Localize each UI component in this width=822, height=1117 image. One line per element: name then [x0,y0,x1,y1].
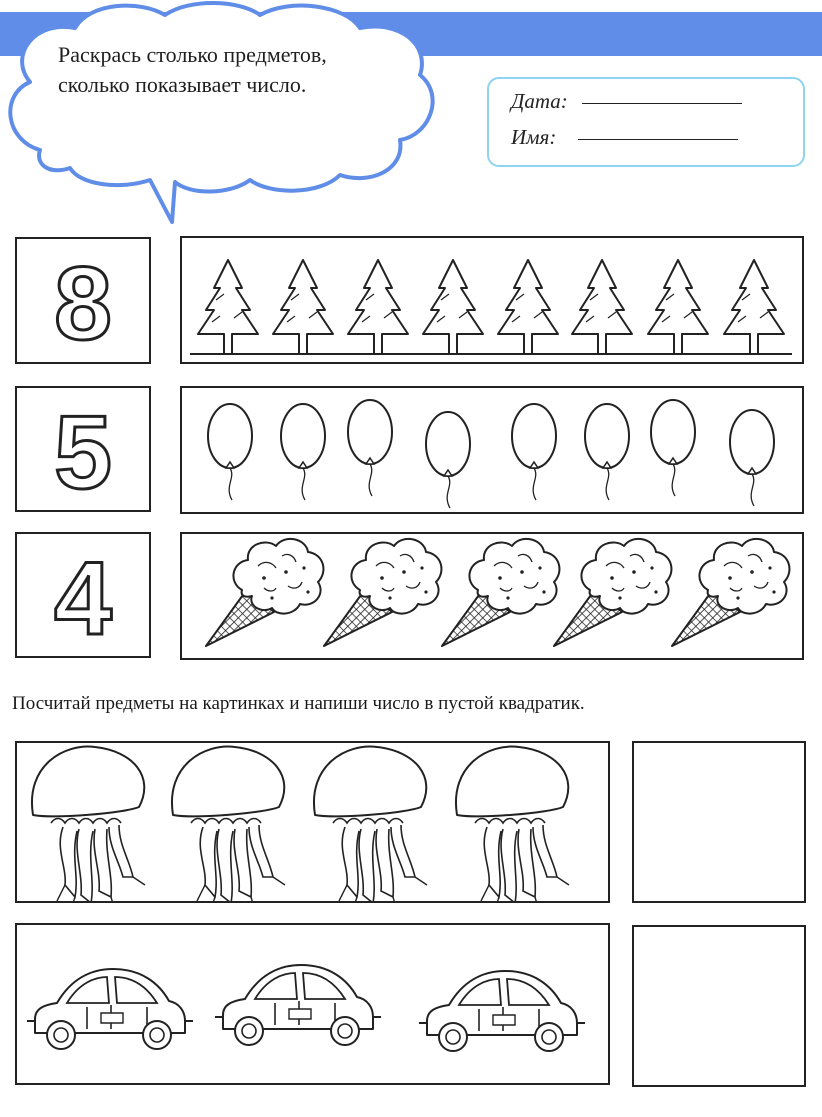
number-8: 8 [54,246,112,362]
answer-box-cars[interactable] [632,925,806,1087]
ice-cream-icon[interactable] [206,539,323,646]
cars-group [17,925,608,1083]
instruction-line-2: сколько показывает число. [58,72,307,97]
name-row [511,125,738,150]
tree-icon[interactable] [640,260,716,354]
balloon-icon[interactable] [348,400,392,496]
ice-cream-group [182,534,802,658]
jellyfish-picture-row [15,741,610,903]
trees-group [182,238,802,362]
balloon-icon[interactable] [281,404,325,500]
outlined-number-8 [17,239,149,362]
jellyfish-icon[interactable] [456,747,569,901]
number-box-8 [15,237,151,364]
instruction-text [58,40,418,100]
ice-cream-icon[interactable] [324,539,441,646]
tree-icon[interactable] [564,260,640,354]
date-name-box [487,77,805,167]
trees-picture-row [180,236,804,364]
count-instruction: Посчитай предметы на картинках и напиши число в пустой квадратик. [12,693,585,714]
balloon-icon[interactable] [585,404,629,500]
number-box-5 [15,386,151,512]
tree-icon[interactable] [190,260,266,354]
answer-box-jellyfish[interactable] [632,741,806,903]
car-icon[interactable] [27,969,193,1049]
balloon-icon[interactable] [426,412,470,508]
date-field[interactable] [582,102,742,104]
name-field[interactable] [578,138,738,140]
balloon-icon[interactable] [512,404,556,500]
ice-cream-icon[interactable] [672,539,789,646]
jellyfish-group [17,743,608,901]
ice-cream-icon[interactable] [442,539,559,646]
ice-cream-picture-row [180,532,804,660]
jellyfish-icon[interactable] [172,747,285,901]
balloon-icon[interactable] [651,400,695,496]
car-icon[interactable] [419,971,585,1051]
car-icon[interactable] [215,965,381,1045]
tree-icon[interactable] [265,260,341,354]
balloons-picture-row [180,386,804,514]
date-row [511,89,742,114]
tree-icon[interactable] [716,260,792,354]
balloon-icon[interactable] [730,410,774,506]
jellyfish-icon[interactable] [314,747,427,901]
date-label: Дата: [511,89,568,113]
cars-picture-row [15,923,610,1085]
tree-icon[interactable] [340,260,416,354]
number-box-4 [15,532,151,658]
number-4: 4 [54,541,112,656]
name-label: Имя: [511,125,557,149]
instruction-cloud [0,0,440,230]
outlined-number-4 [17,534,149,656]
instruction-line-1: Раскрась столько предметов, [58,42,327,67]
balloons-group [182,388,802,512]
tree-icon[interactable] [490,260,566,354]
tree-icon[interactable] [415,260,491,354]
balloon-icon[interactable] [208,404,252,500]
number-5: 5 [54,395,112,510]
outlined-number-5 [17,388,149,510]
jellyfish-icon[interactable] [32,747,145,901]
ice-cream-icon[interactable] [554,539,671,646]
